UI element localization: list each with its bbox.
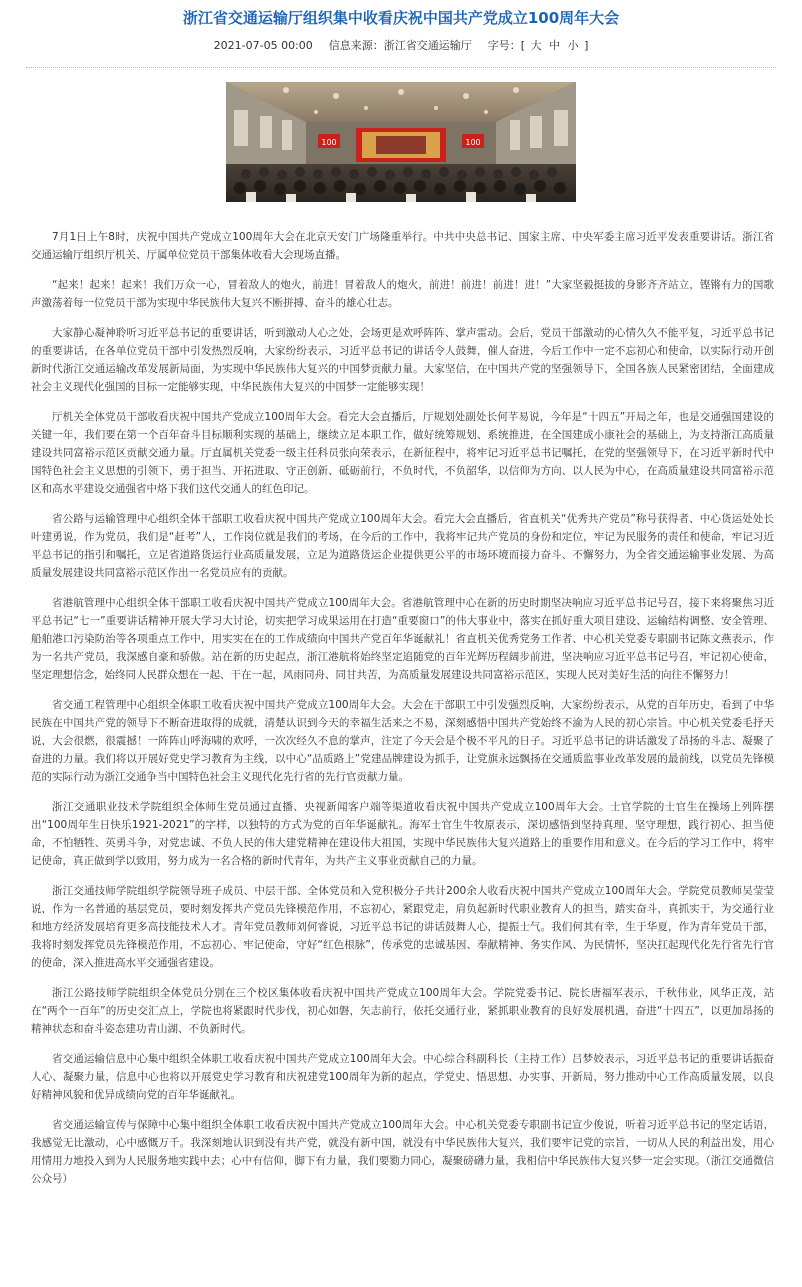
font-size-medium-button[interactable]: 中: [549, 39, 561, 52]
svg-text:100: 100: [321, 138, 337, 147]
paragraph: 省交通工程管理中心组织全体职工收看庆祝中国共产党成立100周年大会。大会在干部职工中引发强烈反响，大家纷纷表示，从党的百年历史，看到了中华民族在中国共产党的领导下不断奋进取得的成就，清楚认识到今天的幸福生活来之不易，深刻感悟中国共产党始终不渝为人民的初心宗旨。中心机关党委毛抒天说，大会很燃，很震撼！一阵阵山呼海啸的欢呼，一次次经久不息的掌声，注定了今天会是个极不平凡的日子。习近平总书记的讲话激发了昂扬的斗志、凝聚了奋进的力量。我们将以开展好党史学习教育为主线，以中心“品质路上”党建品牌建设为抓手，让党旗永远飘扬在交通质监事业改革发展的最前线，以党员先锋模范的实际行动为浙江交通争当中国特色社会主义现代化先行省的先行官贡献力量。: [31, 699, 774, 783]
publish-date: 2021-07-05 00:00: [213, 39, 313, 52]
paragraph: 浙江公路技师学院组织全体党员分别在三个校区集体收看庆祝中国共产党成立100周年大会。学院党委书记、院长唐福军表示，千秋伟业，风华正茂，站在“两个一百年”的历史交汇点上，学院也将紧跟时代步伐，初心如磐，矢志前行，依托交通行业，紧抓职业教育的良好发展机遇，奋进“十四五”，以更加昂扬的精神状态和奋斗姿态建功青山湖、不负新时代。: [31, 987, 774, 1035]
font-size-small-button[interactable]: 小: [567, 39, 579, 52]
paragraph: 省港航管理中心组织全体干部职工收看庆祝中国共产党成立100周年大会。省港航管理中心在新的历史时期坚决响应习近平总书记号召，接下来将聚焦习近平总书记“七一”重要讲话精神开展大学习大讨论，切实把学习成果运用在打造“重要窗口”的伟大事业中，落实在抓好重大项目建设、运输结构调整、安全管理、船舶港口污染防治等各项重点工作中，用实实在在的工作成绩向中国共产党百年华诞献礼！省直机关优秀党务工作者、中心机关党委专职副书记陈文燕表示，作为一名共产党员，我深感自豪和骄傲。站在新的历史起点，浙江港航将始终坚定追随党的百年光辉历程阔步前进，坚决响应习近平总书记号召，牢记初心使命，坚定理想信念，始终同人民群众想在一起、干在一起，风雨同舟、同甘共苦，为高质量发展建设共同富裕示范区，实现人民对美好生活的向往不懈努力！: [31, 597, 774, 681]
paragraph: 省交通运输宣传与保障中心集中组织全体职工收看庆祝中国共产党成立100周年大会。中心机关党委专职副书记宣少俊说，听着习近平总书记的坚定话语，我感觉无比激动，心中感慨万千。我深刻地认识到没有共产党，就没有新中国，就没有中华民族伟大复兴，我们要牢记党的宗旨，一切从人民的利益出发，用心用情用力地投入到为人民服务地实践中去；心中有信仰，脚下有力量，我们要勠力同心，凝聚磅礴力量，我相信中华民族伟大复兴梦一定会实现。（浙江交通微信公众号）: [31, 1119, 774, 1185]
font-size-label: 字号：[: [487, 39, 526, 52]
paragraph: 浙江交通技师学院组织学院领导班子成员、中层干部、全体党员和入党积极分子共计200余人收看庆祝中国共产党成立100周年大会。学院党员教师吴莹莹说，作为一名普通的基层党员，要时刻发挥共产党员先锋模范作用，不忘初心，紧跟党走，肩负起新时代职业教育人的担当，踏实奋斗，真抓实干，为交通行业和地方经济发展培育更多高技能技术人才。青年党员教师刘何睿说，习近平总书记的讲话鼓舞人心，提振士气。我们何其有幸，生于华夏，作为青年党员干部，我将时刻发挥党员先锋模范作用，不忘初心、牢记使命，守好“红色根脉”，传承党的忠诚基因、奉献精神、务实作风、为民情怀，坚决扛起现代化先行省先行官的使命，深入推进高水平交通强省建设。: [31, 885, 774, 969]
source-value: 浙江省交通运输厅: [383, 39, 472, 52]
paragraph: 省公路与运输管理中心组织全体干部职工收看庆祝中国共产党成立100周年大会。看完大会直播后，省直机关“优秀共产党员”称号获得者、中心货运处处长叶建勇说，作为党员，我们是“赶考”人，工作岗位就是我们的考场，在今后的工作中，我将牢记共产党员的身份和定位，牢记为民服务的责任和使命，牢记习近平总书记的指引和嘱托，立足省道路货运行业高质量发展，立足为道路货运企业提供更公平的市场环境而接力奋斗、不懈努力，为全省交通运输事业发展、为高质量发展建设共同富裕示范区作出一名党员应有的贡献。: [31, 513, 774, 579]
conference-photo: [226, 82, 576, 202]
paragraph: 7月1日上午8时，庆祝中国共产党成立100周年大会在北京天安门广场隆重举行。中共中央总书记、国家主席、中央军委主席习近平发表重要讲话。浙江省交通运输厅组织厅机关、厅属单位党员干部集体收看大会现场直播。: [31, 231, 774, 261]
source-label: 信息来源：: [328, 39, 384, 52]
header-divider: [26, 67, 776, 68]
font-size-large-button[interactable]: 大: [530, 39, 542, 52]
article-title: 浙江省交通运输厅组织集中收看庆祝中国共产党成立100周年大会: [182, 9, 620, 27]
paragraph: 省交通运输信息中心集中组织全体职工收看庆祝中国共产党成立100周年大会。中心综合科副科长（主持工作）吕梦姣表示，习近平总书记的重要讲话振奋人心、凝聚力量，信息中心也将以开展党史学习教育和庆祝建党100周年为新的起点，学党史、悟思想、办实事、开新局，努力推动中心工作高质量发展，以良好精神风貌和优异成绩向党的百年华诞献礼。: [31, 1053, 774, 1101]
article-body: [31, 228, 774, 1200]
font-size-bracket-close: ]: [584, 39, 589, 52]
paragraph: 厅机关全体党员干部收看庆祝中国共产党成立100周年大会。看完大会直播后，厅规划处副处长何芊易说，今年是“十四五”开局之年，也是交通强国建设的关键一年，我们要在第一个百年奋斗目标顺利实现的基础上，继续立足本职工作，做好统筹规划、系统推进，在全国建成小康社会的基础上，为支持浙江高质量建设共同富裕示范区贡献交通力量。厅直属机关党委一级主任科员张向荣表示，在新征程中，将牢记习近平总书记嘱托，在党的坚强领导下，在习近平新时代中国特色社会主义思想的引领下，勇于担当、开拓进取、守正创新、砥砺前行，不负时代，不负韶华，以信仰为方向、以人民为中心，在高质量建设共同富裕示范区和高水平建设交通强省中烙下我们这代交通人的红色印记。: [31, 411, 774, 495]
paragraph: “起来！起来！起来！我们万众一心，冒着敌人的炮火，前进！冒着敌人的炮火，前进！前进！前进！进！”大家坚毅挺拔的身影齐齐站立，铿锵有力的国歌声激荡着每一位党员干部为实现中华民族伟大复兴不断拼搏、奋斗的雄心壮志。: [31, 279, 774, 309]
paragraph: 大家静心凝神聆听习近平总书记的重要讲话，听到激动人心之处，会场更是欢呼阵阵、掌声雷动。会后，党员干部激动的心情久久不能平复，习近平总书记的重要讲话，在各单位党员干部中引发热烈反响，大家纷纷表示，习近平总书记的讲话令人鼓舞，催人奋进，今后工作中一定不忘初心和使命，以实际行动开创新时代浙江交通运输改革发展新局面，为实现中华民族伟大复兴的中国梦贡献力量。大家坚信，在中国共产党的坚强领导下，全国各族人民紧密团结，全面建成社会主义现代化强国的目标一定能够实现，中华民族伟大复兴的中国梦一定能够实现！: [31, 327, 774, 393]
svg-text:100: 100: [465, 138, 481, 147]
paragraph: 浙江交通职业技术学院组织全体师生党员通过直播、央视新闻客户端等渠道收看庆祝中国共产党成立100周年大会。士官学院的士官生在操场上列阵摆出“100周年生日快乐1921-2021”的字样，以独特的方式为党的百年华诞献礼。海军士官生牛牧原表示，深切感悟到坚持真理、坚守理想，践行初心、担当使命，不怕牺牲、英勇斗争，对党忠诚、不负人民的伟大建党精神在建设伟大祖国，实现中华民族伟大复兴道路上的重要作用和意义。在今后的学习工作中，将牢记使命，真正做到学以致用，努力成为一名合格的新时代青年，为共产主义事业贡献自己的力量。: [31, 801, 774, 867]
article-meta: [0, 39, 802, 53]
